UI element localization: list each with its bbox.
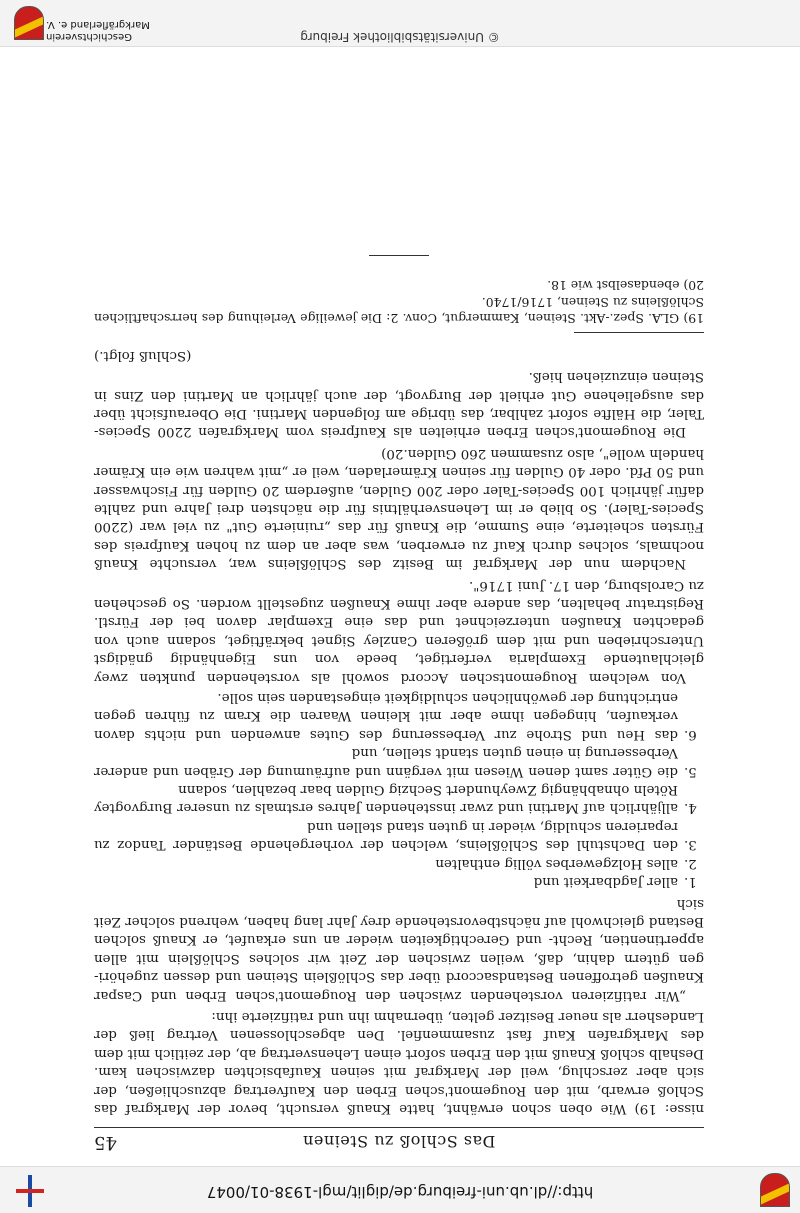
paragraph: Die Rougemont'schen Erben erhielten als Kaufpreis vom Markgrafen 2200 Species-Taler, die Hälfte sofort zahlbar, das übrige am folgenden Martini. Die Oberaufsicht über das ausgeliehene Gut erhielt der Burgvogt, der auch jährlich an Martini den Zins in Steinen einzuziehen hieß. <box>94 369 704 440</box>
page-number: 45 <box>94 1132 117 1153</box>
ub-logo-icon <box>14 1175 46 1207</box>
running-head-title: Das Schloß zu Steinen <box>302 1132 496 1151</box>
list-item: 4. alljährlich auf Martini und zwar insstehenden Jahres erstmals zu unserer Burgvogtey Röteln ohnabhängig Zweyhundert Sechzig Gulden baar bezahlen, sodann <box>94 782 697 816</box>
document-page <box>94 53 704 1153</box>
partner-logo-icon <box>10 6 44 40</box>
continued-note: (Schluß folgt.) <box>94 347 192 363</box>
list-item: 3. den Dachstuhl des Schlößleins, welchen der vorhergehende Beständer Tandoz zu reparieren schuldig, wieder in guten stand stellen und <box>94 818 697 853</box>
running-head <box>94 1127 704 1153</box>
list-item: 5. die Güter samt denen Wiesen mit vergänn und aufräumung der Gräben und anderer Verbesserung in einen guten standt stellen, und <box>94 745 697 779</box>
paragraph: Nachdem nun der Markgraf im Besitz des Schlößleins war, versuchte Knauß nochmals, solches durch Kauf zu erwerben, was aber an dem zu hohen Kaufpreis des Fürsten scheiterte, eine Summe, die Knauß für das „ruinierte Gut" zu viel war (2200 Species-Taler). So blieb er im Lehensverhältnis für die nächsten drei Jahre und zahlte dafür jährlich 100 Species-Taler oder 200 Gulden, außerdem 20 Gulden für Fischwasser und 50 Pfd. oder 40 Gulden für seinen Krämerladen, weil er „mit wahren wie ein Krämer handeln wolle", also zusammen 260 Gulden.20) <box>94 445 704 572</box>
paragraph: nisse: 19) Wie oben schon erwähnt, hatte Knauß versucht, bevor der Markgraf das Schloß erwarb, mit den Rougemont'schen Erben den Kaufvertrag abzuschließen, der sich aber zerschlug, weil der Markgraf mit seinen Kaufabsichten dazwischen kam. Deshalb schloß Knauß mit den Erben sofort einen Lehensvertrag ab, der zeitlich mit dem des Markgrafen Kauf fast zusammenfiel. Den abgeschlossenen Vertrag ließ der Landesherr als neuer Besitzer gelten, übernahm ihn und ratifizierte ihn: <box>94 1008 704 1116</box>
list-item: 6. das Heu und Strohe zur Verbesserung des Gutes anwenden und nichts davon verkaufen, hingegen ihme aber mit kleinen Waaren die Kram zu führen gegen entrichtung der gewöhnlichen schuldigkeit eingestanden sein solle. <box>94 690 697 742</box>
footnote: 19) GLA. Spez.-Akt. Steinen, Kammergut, Conv. 2: Die jeweilige Verleihung des herrschaftlichen Schlößleins zu Steinen, 1716/1740. <box>94 294 704 327</box>
viewer-bottom-bar <box>0 0 800 47</box>
copyright-notice: © Universitätsbibliothek Freiburg <box>300 30 500 44</box>
partner-name: Geschichtsverein Markgräflerland e. V. <box>46 19 150 42</box>
coat-of-arms-icon <box>756 1173 790 1207</box>
paragraph: Von welchem Rougemontschen Accord sowohl als vorstehenden punkten zwey gleichlautende Exemplaria verfertiget, beede von uns Eigenhändig gnädigst Unterschrieben und mit dem größeren Canzley Signet bekräftiget, sodann auch von gedachten Knaußen unterzeichnet und das eine Exemplar davon bei der Fürstl. Registratur behalten, das andere aber ihme Knaußen zugestellt worden. So geschehen zu Carolsburg, den 17. Juni 1716". <box>94 577 704 685</box>
list-item: 1. aller Jagdbarkeit und <box>533 874 697 890</box>
viewer-top-bar <box>0 1166 800 1213</box>
paragraph: „Wir ratifizieren vorstehenden zwischen den Rougemont'schen Erben und Caspar Knaußen getroffenen Bestandsaccord über das Schlößlein Steinen und dessen zugehöri-gen gütern dahin, daß, weilen zwischen der Zeit wir solches Schlößlein mit allen appertinentien, Recht- und Gerechtigkeiten wieder an uns erkaufet, er Knauß solchen Bestand gleichwohl auf nächstbevorstehende drey Jahr lang haben, wehrend solcher Zeit sich <box>94 895 704 1003</box>
section-divider <box>369 255 429 256</box>
footnote-rule <box>574 332 704 333</box>
page-url[interactable]: http://dl.ub.uni-freiburg.de/diglit/mgl-1938-01/0047 <box>206 1183 594 1201</box>
list-item: 2. alles Holzgewerbes völlig enthalten <box>435 855 697 871</box>
footnote: 20) ebendaselbst wie 18. <box>547 277 704 293</box>
body-text <box>94 255 704 1117</box>
conditions-list <box>94 688 704 890</box>
